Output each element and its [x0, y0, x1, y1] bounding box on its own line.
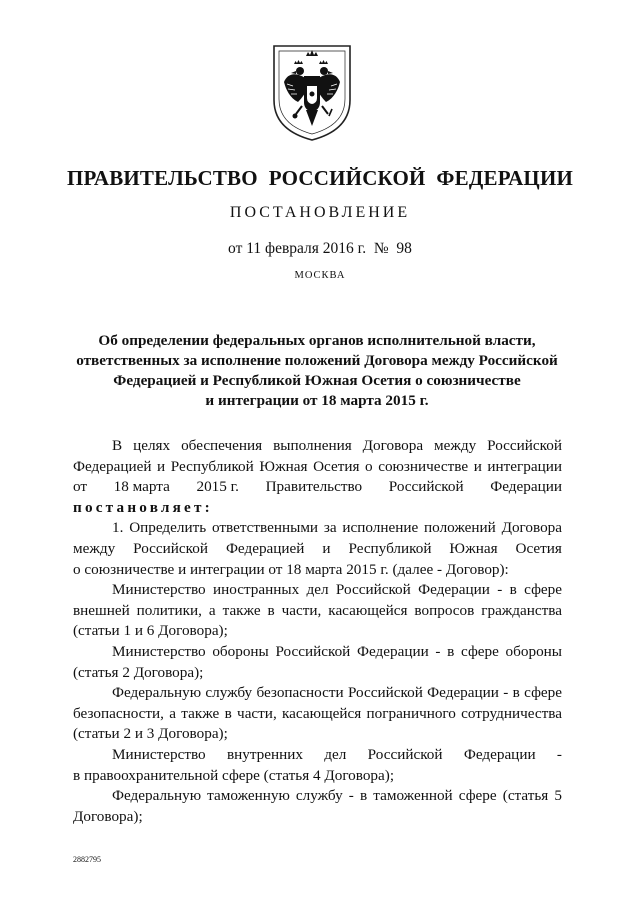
body-line: Министерство обороны Российской Федерации - в сфере обороны — [112, 642, 562, 660]
body-line — [73, 745, 562, 766]
word: Федерации — [490, 478, 562, 496]
word: Федерации — [463, 745, 536, 763]
word: - — [556, 745, 562, 763]
word: Федерацией — [225, 539, 305, 557]
body-line: внешней политики, а также в части, касающейся вопросов гражданства — [73, 601, 562, 619]
document-date-number: от 11 февраля 2016 г. № 98 — [228, 240, 412, 257]
word: Южная — [449, 539, 498, 557]
word: внутренних — [226, 745, 303, 763]
word: Правительство — [265, 478, 363, 496]
body-line — [73, 477, 562, 498]
document-subject — [62, 331, 572, 411]
document-reference-number: 2882795 — [73, 855, 101, 864]
subject-line: ответственных за исполнение положений Договора между Российской — [76, 352, 558, 369]
document-city: МОСКВА — [294, 270, 346, 281]
body-line: 1. Определить ответственными за исполнение положений Договора — [112, 519, 562, 537]
body-line: Федерацией и Республикой Южная Осетия о союзничестве и интеграции — [73, 457, 562, 475]
coat-of-arms-emblem — [268, 42, 356, 142]
body-line: Министерство иностранных дел Российской Федерации - в сфере — [112, 581, 562, 599]
body-line — [73, 539, 562, 560]
government-title: ПРАВИТЕЛЬСТВО РОССИЙСКОЙ ФЕДЕРАЦИИ — [66, 166, 574, 190]
word: 2015 г. — [196, 478, 239, 496]
word: между — [73, 539, 116, 557]
document-type: ПОСТАНОВЛЕНИЕ — [229, 204, 411, 221]
body-line: (статьи 2 и 3 Договора); — [73, 725, 228, 743]
word: и — [322, 539, 331, 557]
word: Республикой — [348, 539, 432, 557]
body-line: Федеральную таможенную службу - в таможенной сфере (статья 5 — [112, 787, 562, 805]
subject-line: Об определении федеральных органов исполнительной власти, — [98, 332, 536, 349]
body-line: безопасности, а также в части, касающейся пограничного сотрудничества — [73, 704, 562, 722]
word: Российской — [388, 478, 464, 496]
word: от — [73, 478, 88, 496]
word: Министерство — [112, 745, 206, 763]
resolves-word: постановляет: — [73, 498, 213, 516]
subject-line: и интеграции от 18 марта 2015 г. — [205, 392, 429, 409]
body-line: Договора); — [73, 807, 143, 825]
body-line: (статьи 1 и 6 Договора); — [73, 622, 228, 640]
subject-line: Федерацией и Республикой Южная Осетия о союзничестве — [113, 372, 521, 389]
body-line: В целях обеспечения выполнения Договора между Российской — [112, 437, 562, 454]
body-line: о союзничестве и интеграции от 18 марта 2015 г. (далее - Договор): — [73, 560, 509, 578]
word: Осетия — [515, 539, 562, 557]
word: Российской — [367, 745, 443, 763]
body-line: Федеральную службу безопасности Российской Федерации - в сфере — [112, 684, 562, 702]
word: 18 марта — [113, 478, 170, 496]
document-body — [73, 436, 562, 827]
word: Российской — [133, 539, 208, 557]
word: дел — [324, 745, 347, 763]
body-line: (статья 2 Договора); — [73, 663, 204, 681]
body-line: в правоохранительной сфере (статья 4 Договора); — [73, 766, 395, 784]
